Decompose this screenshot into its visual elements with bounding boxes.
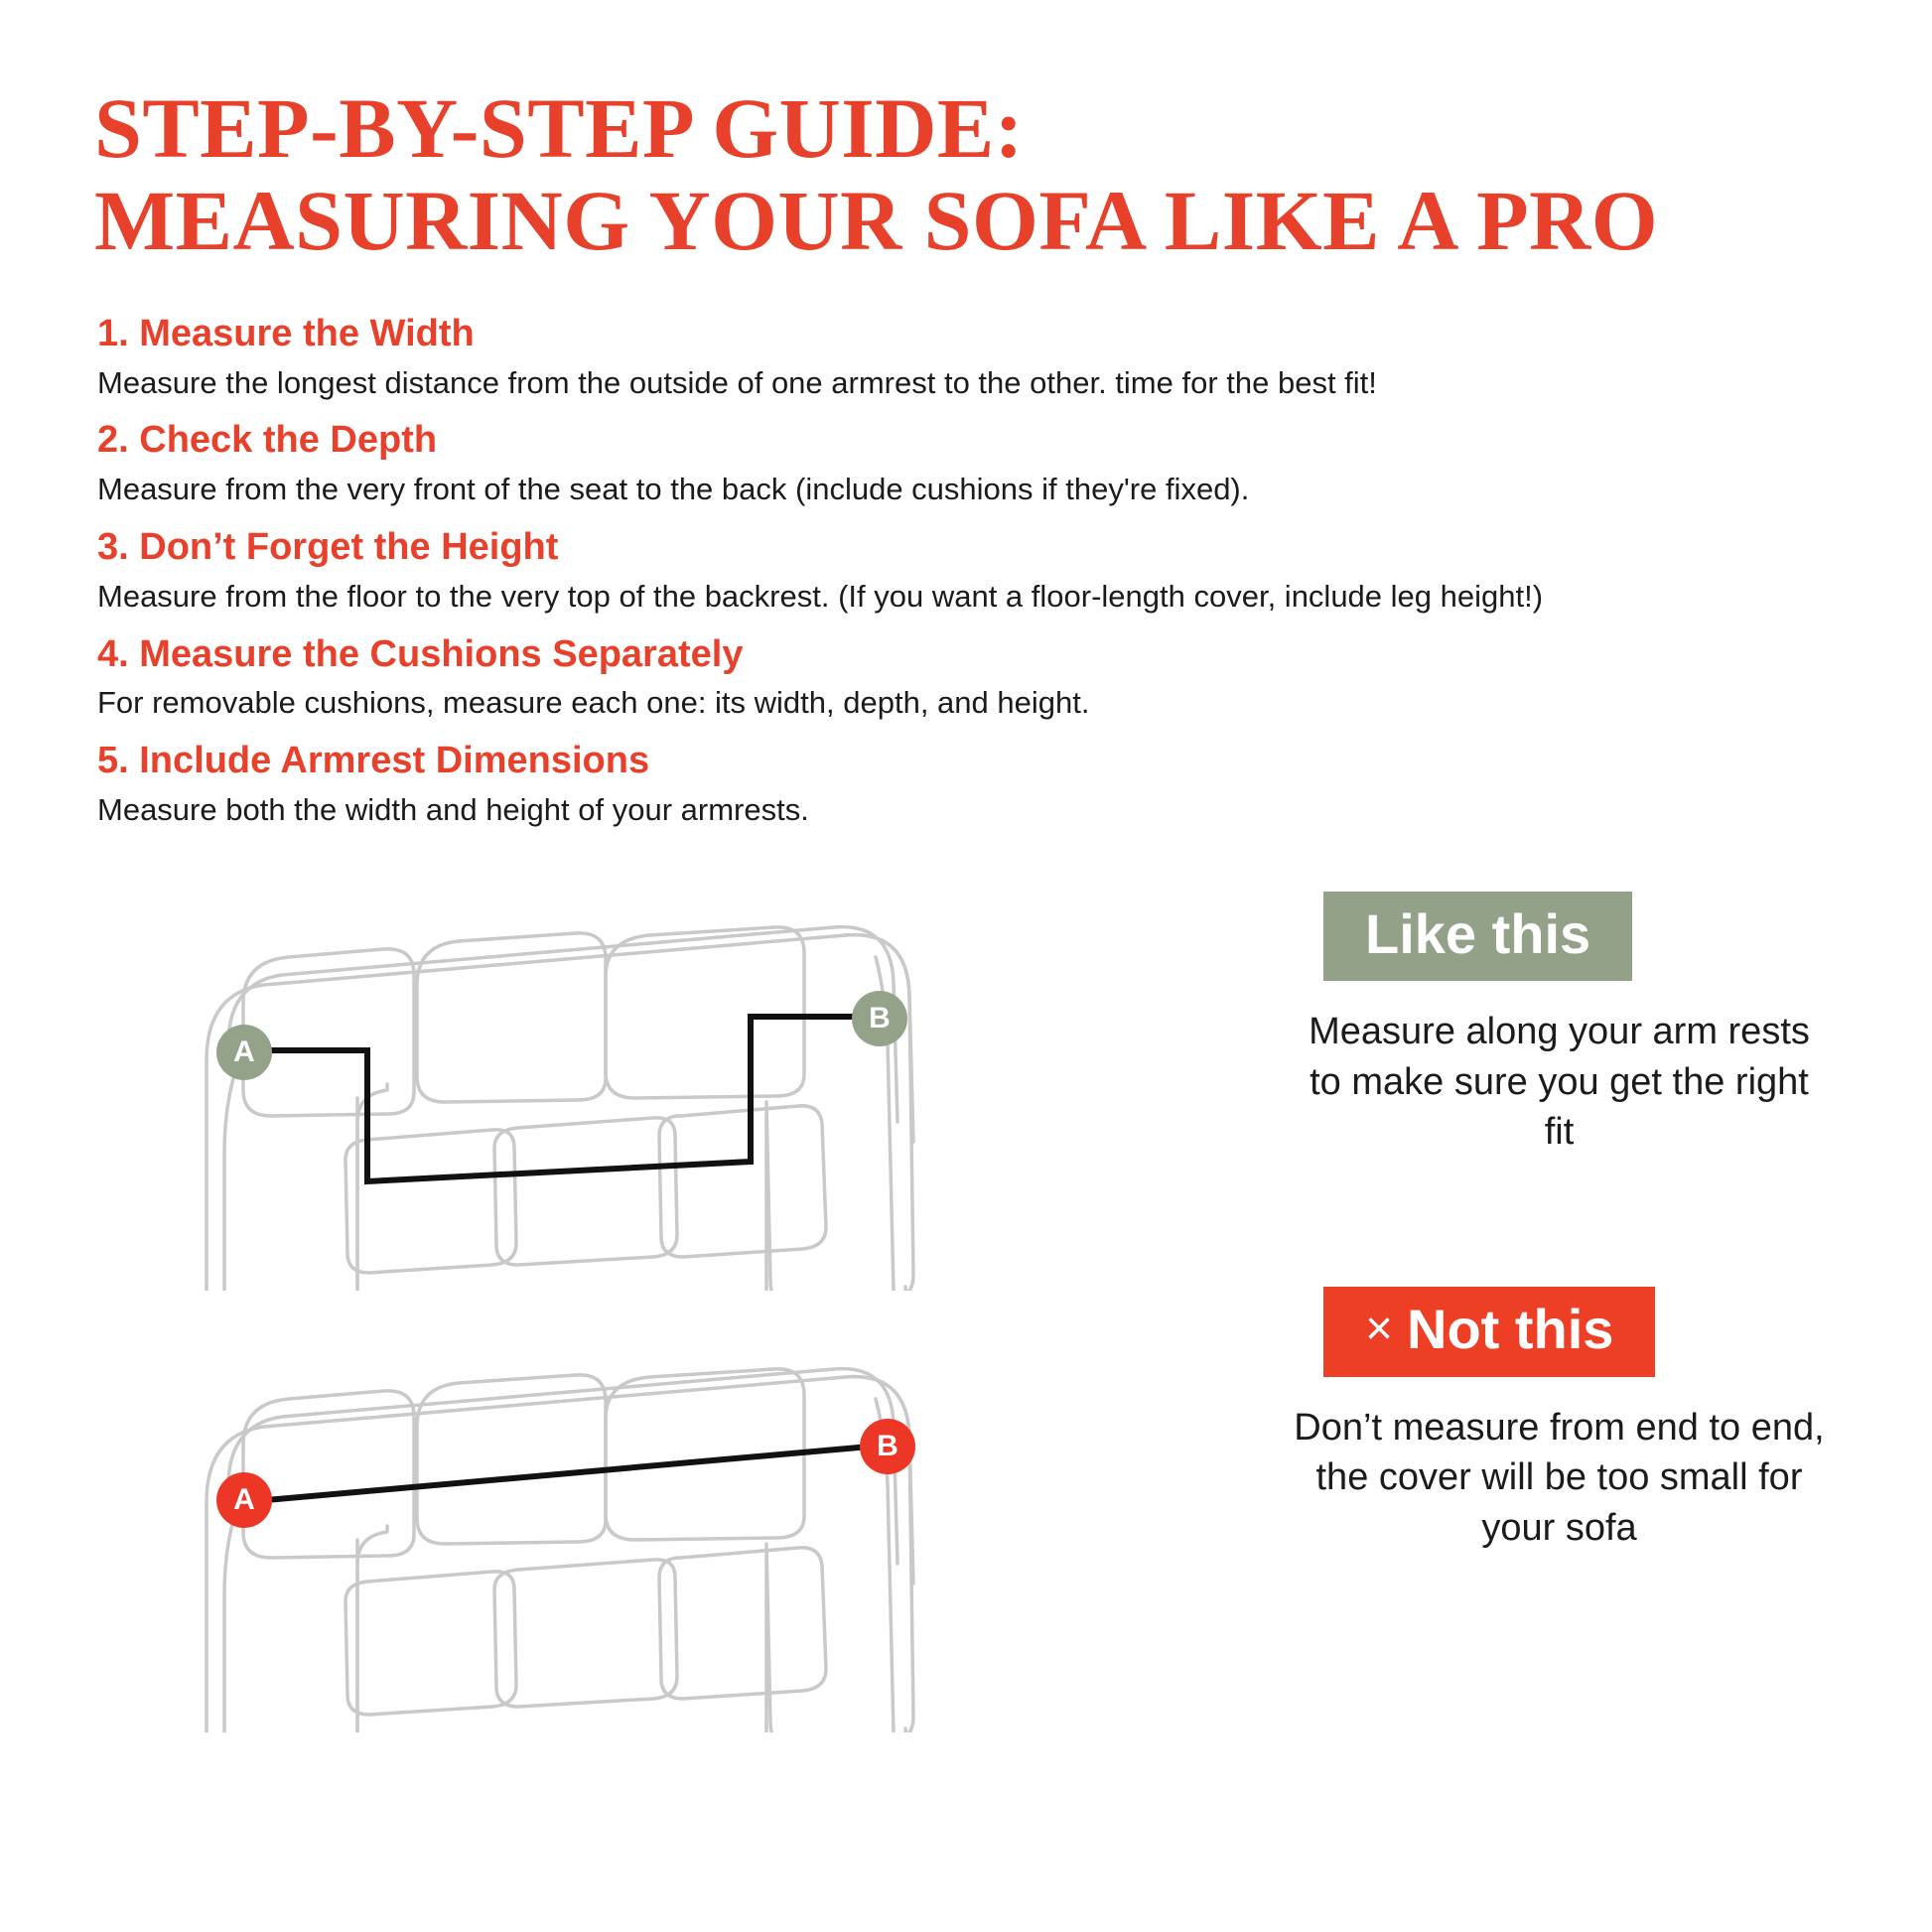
not-this-badge (1323, 1287, 1655, 1377)
title-line-2: MEASURING YOUR SOFA LIKE A PRO (94, 173, 1659, 269)
callout-good (1256, 892, 1863, 1158)
steps-list (0, 266, 1932, 830)
comparison-section (0, 864, 1932, 1737)
marker-a-incorrect: A (216, 1472, 272, 1528)
like-this-badge: Like this (1323, 892, 1632, 982)
step-item-3 (97, 527, 1843, 617)
step-5-body: Measure both the width and height of your armrests. (97, 791, 809, 827)
callouts-column (1236, 864, 1892, 1554)
step-3-body: Measure from the floor to the very top of the backrest. (If you want a floor-length cover, include leg height!) (97, 578, 1544, 614)
step-3-heading: 3. Don’t Forget the Height (97, 525, 559, 568)
sofa-illustrations (69, 864, 1236, 1737)
sofa-diagram-correct (69, 874, 1236, 1296)
sofa-outline-correct-icon (69, 874, 1172, 1291)
close-icon: × (1365, 1303, 1394, 1355)
step-item-1 (97, 314, 1843, 403)
step-2-heading: 2. Check the Depth (97, 419, 438, 462)
step-2-body: Measure from the very front of the seat to the back (include cushions if they're fixed). (97, 472, 1250, 507)
not-this-badge-label: Not this (1407, 1298, 1614, 1360)
step-item-5 (97, 741, 1843, 830)
page-title (0, 0, 1932, 269)
step-item-4 (97, 634, 1843, 724)
callout-bad (1256, 1287, 1863, 1553)
step-5-heading: 5. Include Armrest Dimensions (97, 740, 650, 782)
step-4-heading: 4. Measure the Cushions Separately (97, 632, 744, 675)
title-line-1: STEP-BY-STEP GUIDE: (94, 80, 1024, 176)
marker-a-correct: A (216, 1025, 272, 1080)
step-item-2 (97, 420, 1843, 509)
not-this-text: Don’t measure from end to end, the cover will be too small for your sofa (1294, 1406, 1825, 1549)
step-4-body: For removable cushions, measure each one: its width, depth, and height. (97, 685, 1090, 721)
marker-b-incorrect: B (860, 1419, 915, 1474)
like-this-text: Measure along your arm rests to make sure you get the right fit (1309, 1011, 1810, 1154)
sofa-diagram-incorrect (69, 1315, 1236, 1737)
marker-b-correct: B (852, 991, 907, 1046)
step-1-body: Measure the longest distance from the outside of one armrest to the other. time for the best fit! (97, 364, 1377, 400)
step-1-heading: 1. Measure the Width (97, 312, 475, 354)
